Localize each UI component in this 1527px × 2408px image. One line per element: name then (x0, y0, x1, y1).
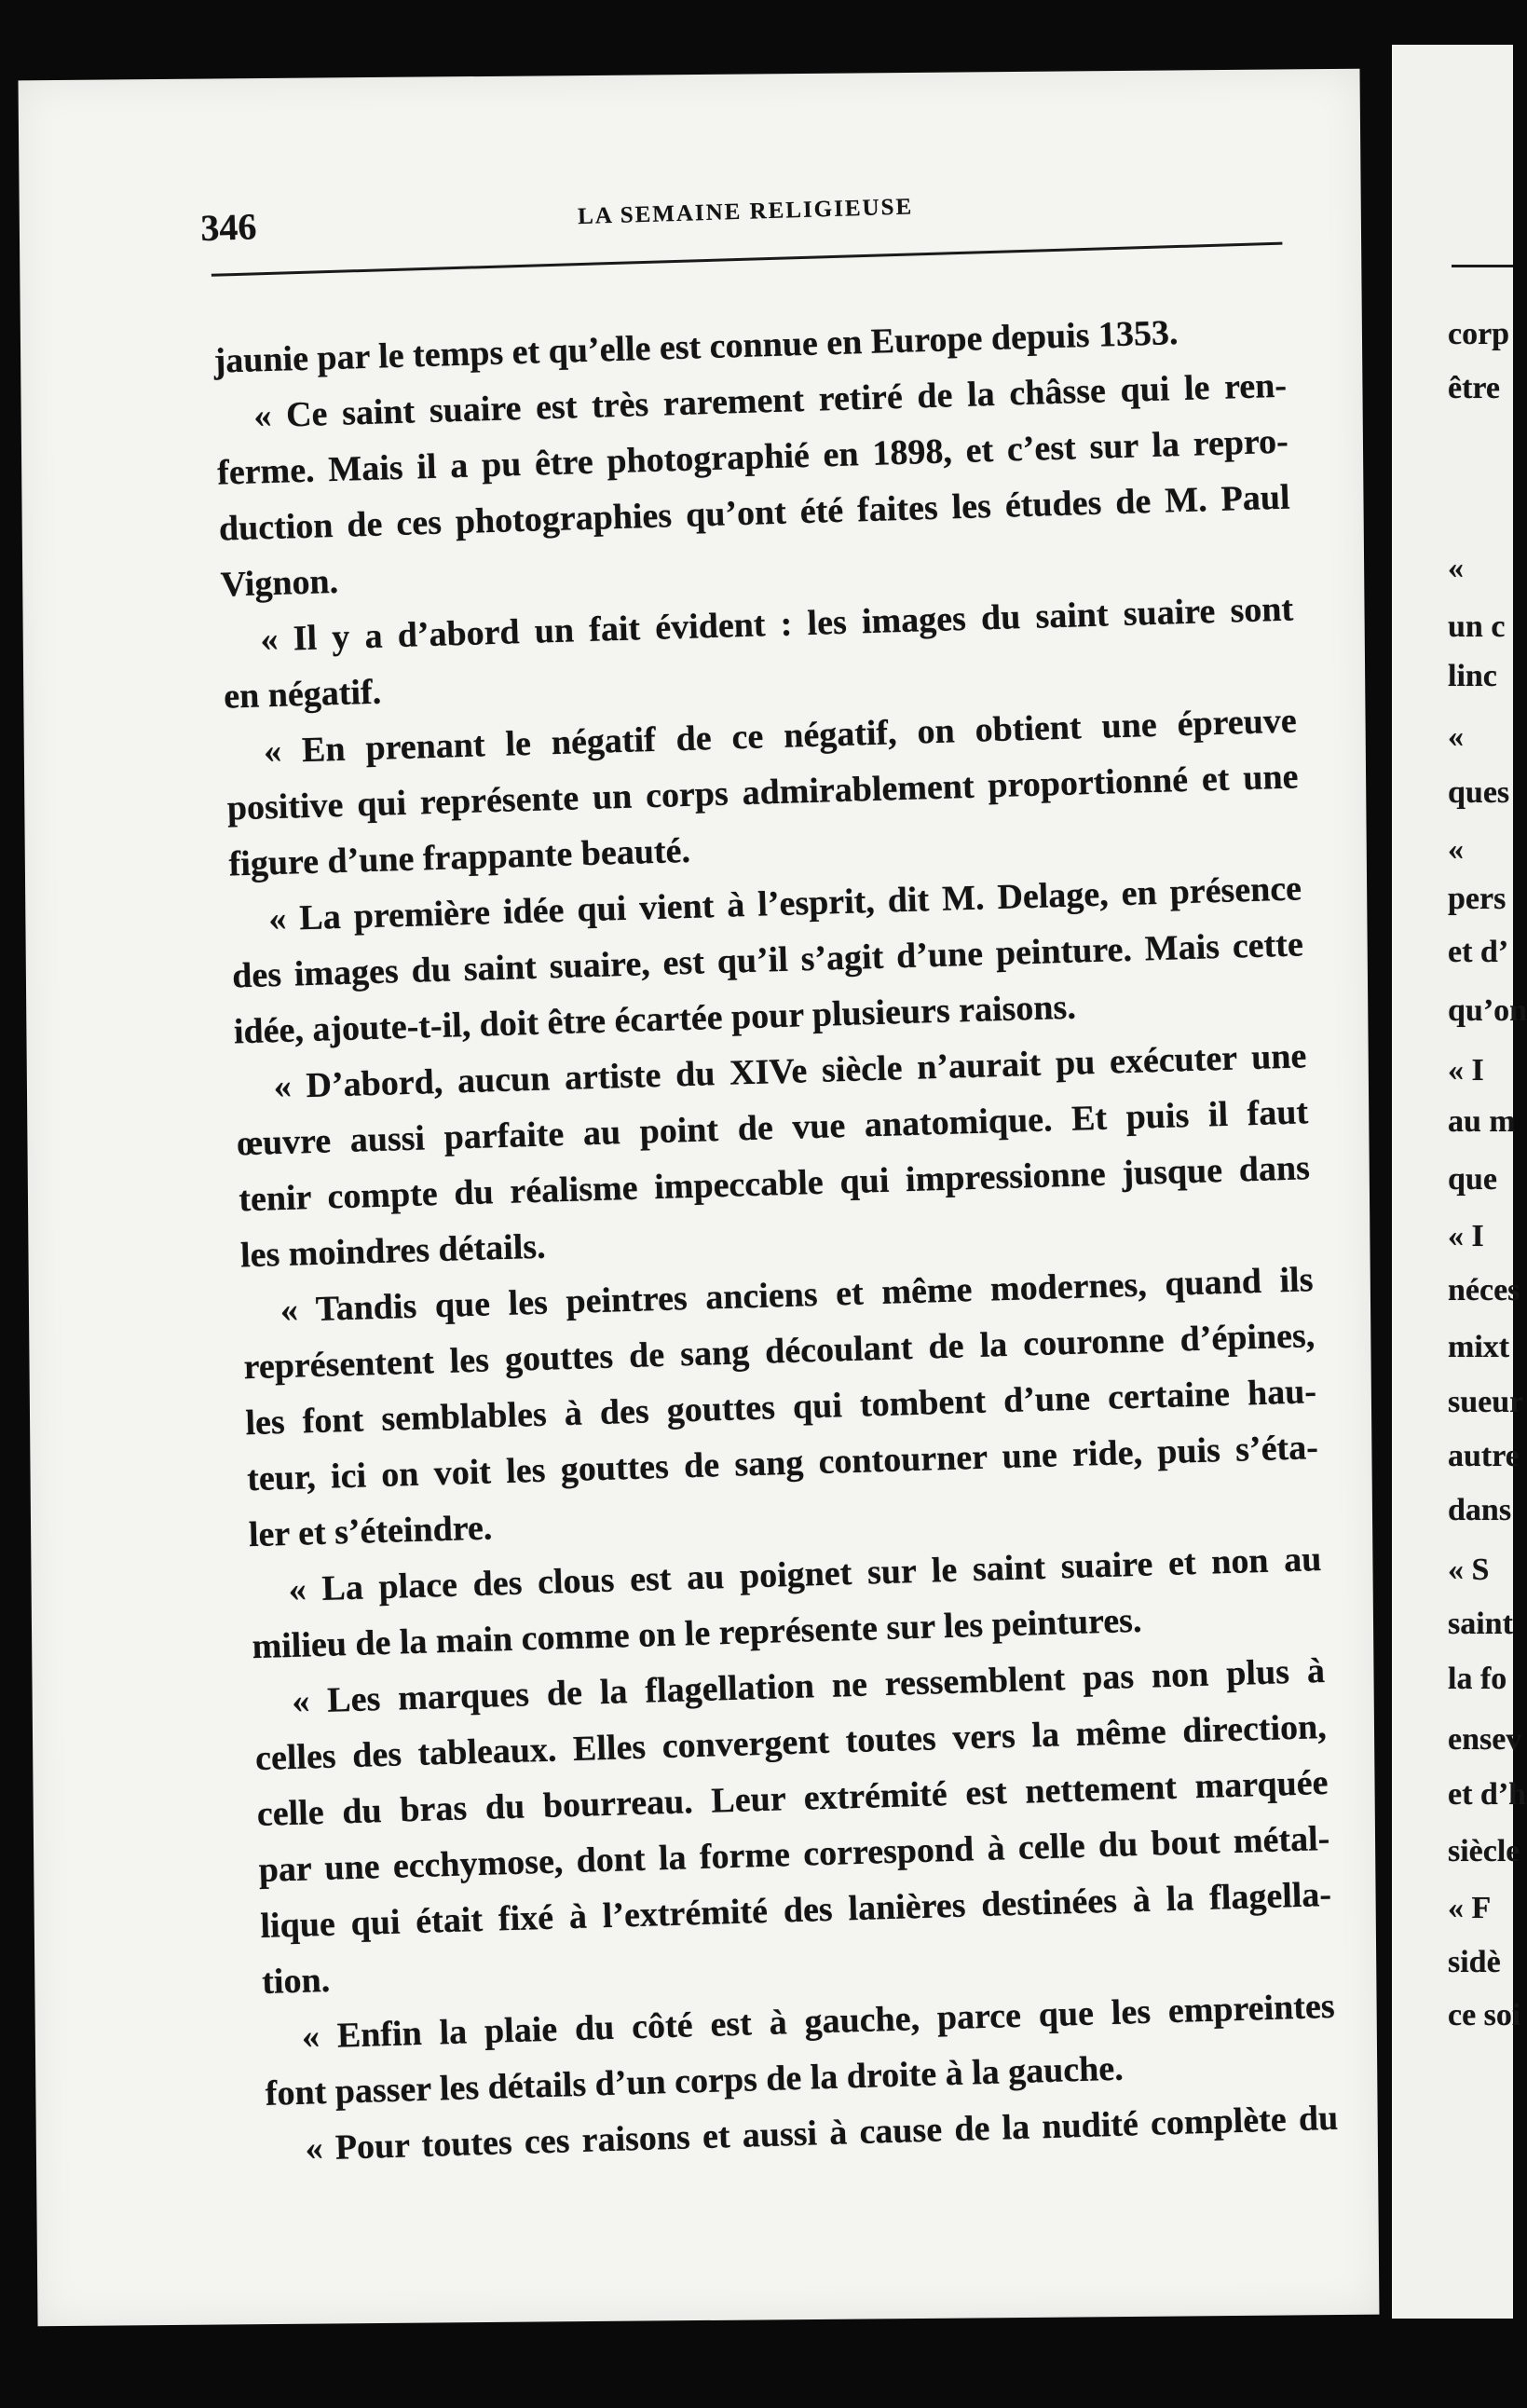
text-line: milieu de la main comme on le représente sur les peintures. (251, 1600, 1142, 1667)
facing-page-fragment: saint (1448, 1607, 1513, 1641)
page-number: 346 (199, 205, 258, 250)
text-line: « D’abord, aucun artiste du XIVe siècle n’aurait pu exécuter une (273, 1036, 1307, 1107)
facing-page-fragment: que (1448, 1162, 1497, 1197)
text-line: « Ce saint suaire est très rarement retiré de la châsse qui le ren- (252, 365, 1288, 436)
facing-page-fragment: « (1448, 719, 1464, 754)
text-line: « Enfin la plaie du côté est à gauche, parce que les empreintes (301, 1986, 1336, 2057)
right-page (1392, 45, 1527, 2319)
facing-page-fragment: dans (1448, 1493, 1512, 1527)
text-line: idée, ajoute-t-il, doit être écartée pour plusieurs raisons. (233, 987, 1077, 1052)
text-line: « La place des clous est au poignet sur le saint suaire et non au (288, 1539, 1322, 1609)
page-body (213, 302, 1339, 2178)
facing-page-fragment: néces (1448, 1273, 1520, 1307)
paragraph (230, 860, 1306, 1060)
facing-page-fragment: « (1448, 832, 1464, 867)
facing-page-fragment: autre (1448, 1439, 1520, 1473)
text-line: des images du saint suaire, est qu’il s’agit d’une peinture. Mais cette (231, 924, 1304, 996)
text-line: tion. (261, 1960, 331, 2002)
text-line: teur, ici on voit les gouttes de sang contourner une ride, puis s’éta- (246, 1428, 1319, 1499)
text-line: œuvre aussi parfaite au point de vue anatomique. Et puis il faut (236, 1092, 1309, 1164)
text-line: celle du bras du bourreau. Leur extrémité est nettement marquée (256, 1762, 1329, 1835)
text-line: représentent les gouttes de sang découlant de la couronne d’épines, (243, 1316, 1316, 1388)
facing-page-fragment: siècle (1448, 1834, 1520, 1868)
facing-page-fragment: ensev (1448, 1722, 1522, 1757)
text-line: par une ecchymose, dont la forme correspond à celle du bout métal- (258, 1818, 1330, 1891)
left-page (19, 69, 1380, 2326)
facing-page-fragment: sidè (1448, 1945, 1501, 1979)
text-line: ferme. Mais il a pu être photographié en 1898, et c’est sur la repro- (216, 421, 1289, 493)
paragraph (235, 1028, 1313, 1283)
facing-page-fragment: « (1448, 551, 1464, 585)
facing-page-fragment: au m (1448, 1104, 1516, 1139)
text-line: positive qui représente un corps admirablement proportionné et une (226, 757, 1300, 828)
facing-page-fragment: ce soi (1448, 1998, 1521, 2032)
text-line: les moindres détails. (239, 1226, 547, 1276)
text-line: « Tandis que les peintres anciens et même modernes, quand ils (279, 1260, 1315, 1331)
text-line: figure d’une frappante beauté. (228, 830, 691, 884)
facing-page-fragment: et d’ (1448, 935, 1509, 969)
text-line: duction de ces photographies qu’ont été faites les études de M. Paul (218, 477, 1291, 549)
text-line: lique qui était fixé à l’extrémité des lanières destinées à la flagella- (259, 1874, 1332, 1946)
facing-page-fragment: sueur (1448, 1385, 1524, 1419)
facing-page-fragment: ques (1448, 775, 1510, 810)
running-header (199, 171, 1283, 277)
text-line: « Les marques de la flagellation ne ressemblent pas non plus à (291, 1651, 1326, 1721)
page-text-block (199, 171, 1339, 2178)
paragraph (252, 1643, 1333, 2010)
running-title: LA SEMAINE RELIGIEUSE (577, 194, 914, 230)
text-line: « En prenant le négatif de ce négatif, on obtient une épreuve (263, 701, 1298, 772)
text-line: en négatif. (223, 672, 382, 717)
text-line: ler et s’éteindre. (248, 1508, 493, 1555)
facing-page-fragment: « S (1448, 1553, 1490, 1587)
facing-page-fragment: mixt (1448, 1330, 1510, 1364)
facing-page-fragment: « I (1448, 1219, 1484, 1253)
facing-page-fragment: linc (1448, 659, 1497, 693)
text-line: les font semblables à des gouttes qui tombent d’une certaine hau- (244, 1372, 1317, 1443)
facing-page-header-rule (1452, 265, 1513, 267)
text-line: celles des tableaux. Elles convergent toutes vers la même direction, (254, 1706, 1328, 1779)
text-line: font passer les détails d’un corps de la droite à la gauche. (265, 2048, 1125, 2114)
text-line: « La première idée qui vient à l’esprit, dit M. Delage, en présence (267, 869, 1302, 939)
facing-page-fragment: corp (1448, 317, 1510, 351)
paragraph (225, 692, 1301, 892)
facing-page-fragment: être (1448, 371, 1500, 405)
facing-page-fragment: « I (1448, 1053, 1484, 1088)
facing-page-fragment: pers (1448, 882, 1507, 916)
facing-page-fragment: qu’on (1448, 993, 1527, 1028)
text-line: « Pour toutes ces raisons et aussi à cause de la nudité complète du (304, 2098, 1339, 2169)
text-line: tenir compte du réalisme impeccable qui impressionne jusque dans (238, 1148, 1311, 1220)
text-line: Vignon. (220, 561, 339, 605)
text-line: « Il y a d’abord un fait évident : les images du saint suaire sont (259, 589, 1294, 660)
facing-page-fragment: un c (1448, 609, 1506, 644)
paragraph (241, 1252, 1320, 1563)
text-line: jaunie par le temps et qu’elle est connue en Europe depuis 1353. (213, 313, 1179, 381)
facing-page-fragment: et d’h (1448, 1777, 1527, 1812)
paragraph (215, 358, 1293, 613)
facing-page-fragment: « F (1448, 1891, 1492, 1925)
facing-page-fragment: la fo (1448, 1662, 1507, 1696)
